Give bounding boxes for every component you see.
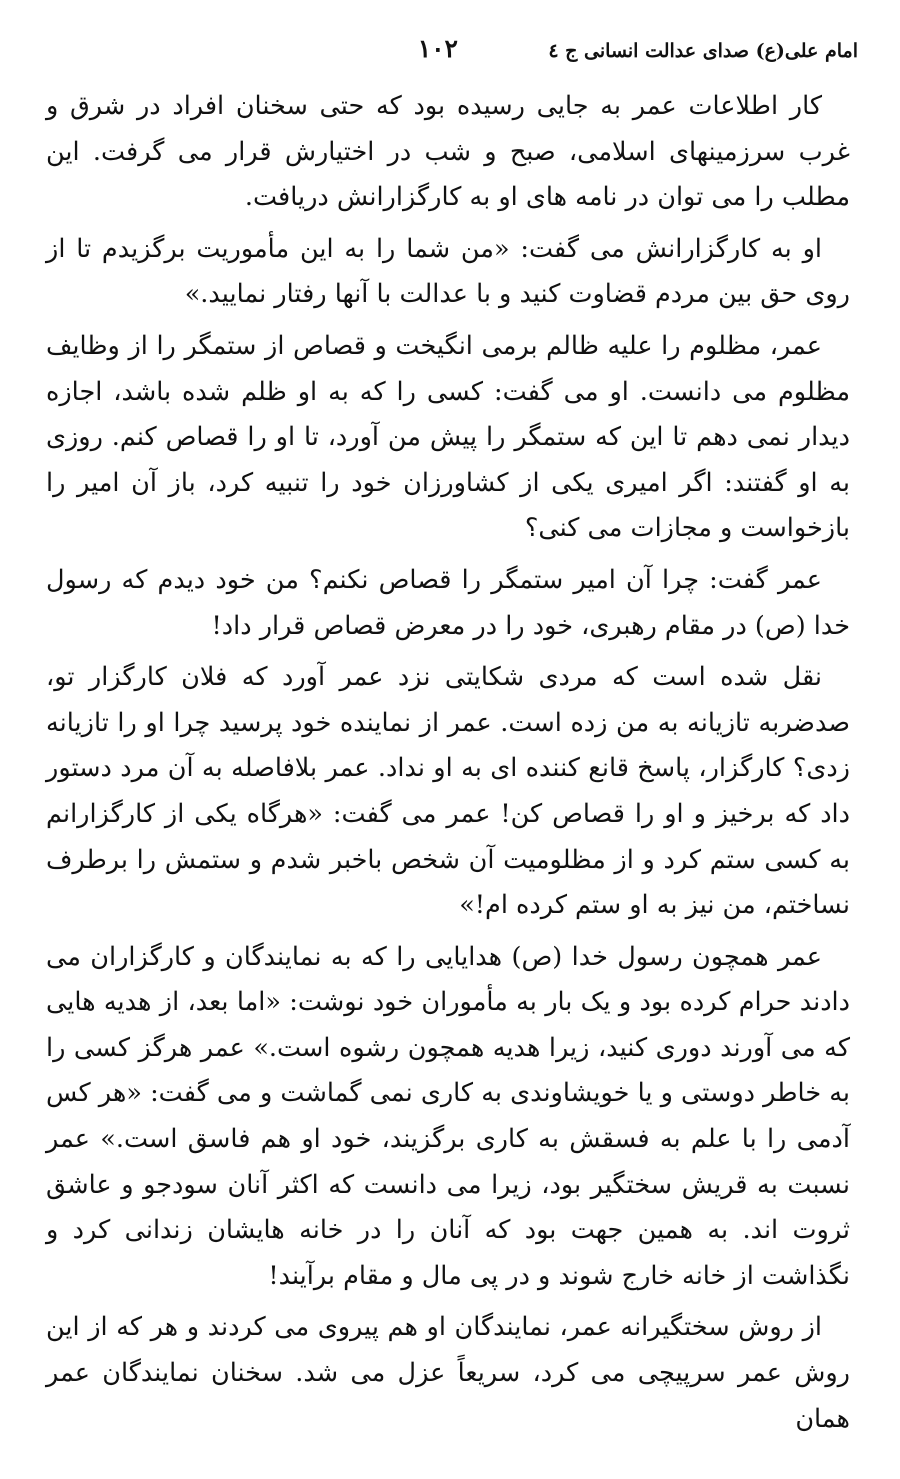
paragraph: عمر همچون رسول خدا (ص) هدایایی را که به نمایندگان و کارگزاران می دادند حرام کرده بود و یک بار به مأموران خود نوشت: «اما بعد، از هدیه هایی که می آورند دوری کنید، زیرا هدیه همچون رشوه است.» عمر هرگز کسی را به خاطر دوستی و یا خویشاوندی به کاری نمی گماشت و می گفت: «هر کس آدمی را با علم به فسقش به کاری برگزیند، خود او هم فاسق است.» عمر نسبت به قریش سختگیر بود، زیرا می دانست که اکثر آنان سودجو و عاشق ثروت اند. به همین جهت بود که آنان را در خانه هایشان زندانی کرد و نگذاشت از خانه خارج شوند و در پی مال و مقام برآیند!	[46, 941, 850, 1291]
paragraph: او به کارگزارانش می گفت: «من شما را به این مأموریت برگزیدم تا از روی حق بین مردم قضاوت کنید و با عدالت با آنها رفتار نمایید.»	[46, 233, 850, 310]
paragraph: نقل شده است که مردی شکایتی نزد عمر آورد که فلان کارگزار تو، صدضربه تازیانه به من زده است. عمر از نماینده خود پرسید چرا او را تازیانه زدی؟ کارگزار، پاسخ قانع کننده ای به او نداد. عمر بلافاصله به آن مرد دستور داد که برخیز و او را قصاص کن! عمر می گفت: «هرگاه یکی از کارگزارانم به کسی ستم کرد و از مظلومیت آن شخص باخبر شدم و ستمش را برطرف نساختم، من نیز به او ستم کرده ام!»	[46, 662, 850, 921]
running-title: امام علی(ع) صدای عدالت انسانی ج ٤	[548, 40, 858, 62]
page-body	[46, 84, 850, 1448]
paragraph: کار اطلاعات عمر به جایی رسیده بود که حتی سخنان افراد در شرق و غرب سرزمینهای اسلامی، صبح و شب در اختیارش قرار می گرفت. این مطلب را می توان در نامه های او به کارگزارانش دریافت.	[46, 91, 850, 213]
paragraph: عمر، مظلوم را علیه ظالم برمی انگیخت و قصاص از ستمگر را از وظایف مظلوم می دانست. او می گفت: کسی را که به او ظلم شده باشد، اجازه دیدار نمی دهم تا این که ستمگر را پیش من آورد، تا او را قصاص کنم. روزی به او گفتند: اگر امیری یکی از کشاورزان خود را تنبیه کرد، باز آن امیر را بازخواست و مجازات می کنی؟	[46, 330, 850, 544]
paragraph: عمر گفت: چرا آن امیر ستمگر را قصاص نکنم؟ من خود دیدم که رسول خدا (ص) در مقام رهبری، خود را در معرض قصاص قرار داد!	[46, 564, 850, 641]
page-number: ۱۰۲	[417, 34, 458, 63]
page-header	[40, 34, 858, 72]
paragraph: از روش سختگیرانه عمر، نمایندگان او هم پیروی می کردند و هر که از این روش عمر سرپیچی می کرد، سریعاً عزل می شد. سخنان نمایندگان عمر همان	[46, 1312, 850, 1434]
